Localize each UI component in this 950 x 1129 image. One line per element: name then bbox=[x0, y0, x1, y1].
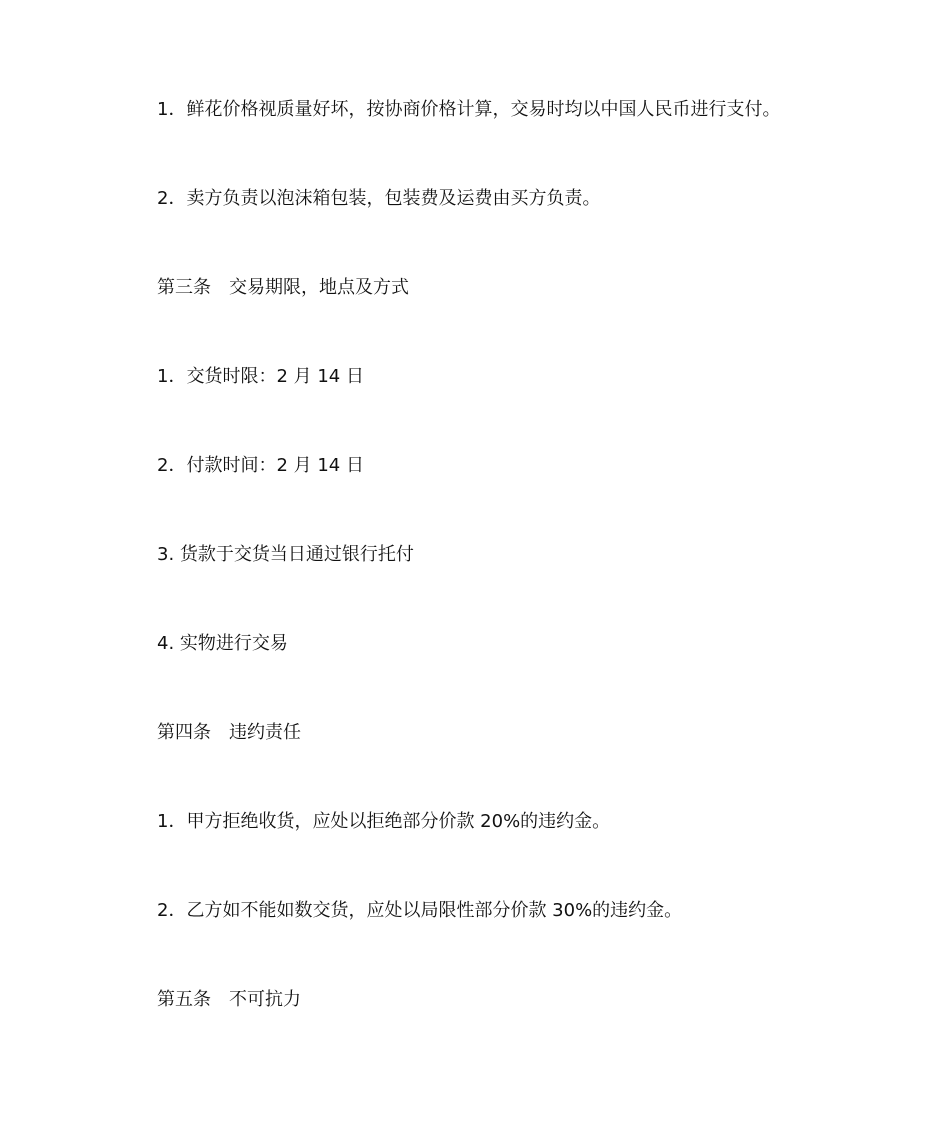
clause-3-item-3: 3. 货款于交货当日通过银行托付 bbox=[157, 544, 414, 565]
clause-4-item-1: 1．甲方拒绝收货，应处以拒绝部分价款 20%的违约金。 bbox=[157, 811, 611, 832]
clause-3-item-4: 4. 实物进行交易 bbox=[157, 633, 288, 654]
clause-4-item-2: 2．乙方如不能如数交货，应处以局限性部分价款 30%的违约金。 bbox=[157, 900, 683, 921]
clause-5-heading: 第五条 不可抗力 bbox=[157, 989, 301, 1010]
clause-3-heading: 第三条 交易期限，地点及方式 bbox=[157, 277, 409, 298]
clause-4-heading: 第四条 违约责任 bbox=[157, 722, 301, 743]
clause-2-item-1: 1．鲜花价格视质量好坏，按协商价格计算，交易时均以中国人民币进行支付。 bbox=[157, 99, 781, 120]
clause-3-item-1: 1．交货时限：2 月 14 日 bbox=[157, 366, 364, 387]
clause-3-item-2: 2．付款时间：2 月 14 日 bbox=[157, 455, 364, 476]
clause-2-item-2: 2．卖方负责以泡沫箱包装，包装费及运费由买方负责。 bbox=[157, 188, 601, 209]
